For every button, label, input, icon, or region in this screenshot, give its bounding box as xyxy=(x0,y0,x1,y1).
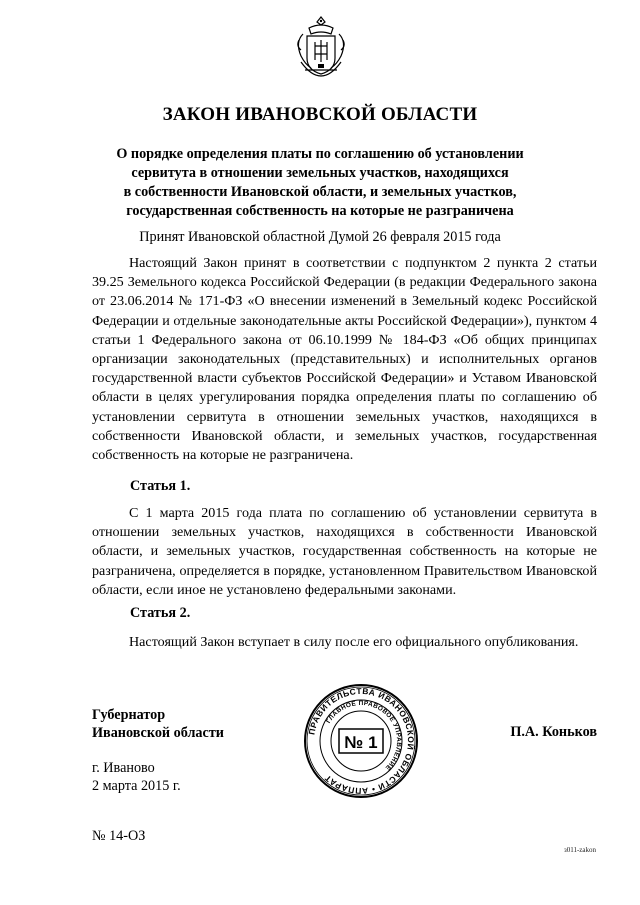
subtitle-line: государственная собственность на которые не разграничена xyxy=(126,203,514,219)
official-stamp xyxy=(302,682,420,800)
signatory-name: П.А. Коньков xyxy=(510,724,597,740)
place-date-block xyxy=(92,759,181,795)
subtitle-line: О порядке определения платы по соглашению об установлении xyxy=(116,146,524,162)
article-1-heading: Статья 1. xyxy=(130,478,191,494)
law-title: ЗАКОН ИВАНОВСКОЙ ОБЛАСТИ xyxy=(162,104,478,125)
stamp-outer-text: ПРАВИТЕЛЬСТВА ИВАНОВСКОЙ ОБЛАСТИ • АППАРАТ xyxy=(306,685,417,797)
subtitle-line: в собственности Ивановской области, и земельных участков, xyxy=(123,184,517,200)
adoption-note: Принят Ивановской областной Думой 26 февраля 2015 года xyxy=(139,229,501,245)
article-1-text: С 1 марта 2015 года плата по соглашению об установлении сервитута в отношении земельных участков, находящихся в собственности Ивановской области, и земельных участков, государственная собственность на которые не разграничена, определяется в порядке, установленном Правительством Ивановской области, если иное не установлено федеральными законами. xyxy=(92,505,597,598)
signatory-title-line: Губернатор xyxy=(92,707,166,723)
article-2-text: Настоящий Закон вступает в силу после его официального опубликования. xyxy=(129,634,579,650)
coat-of-arms-icon xyxy=(293,14,349,80)
stamp-inner-text: ГЛАВНОЕ ПРАВОВОЕ УПРАВЛЕНИЕ xyxy=(325,699,403,772)
law-number: № 14-ОЗ xyxy=(92,828,146,844)
signatory-title-line: Ивановской области xyxy=(92,725,224,741)
preamble-paragraph: Настоящий Закон принят в соответствии с подпунктом 2 пункта 2 статьи 39.25 Земельного кодекса Российской Федерации (в редакции Федерального закона от 23.06.2014 № 171-ФЗ «О внесении изменений в Земельный кодекс Российской Федерации и отдельные законодательные акты Российской Федерации»), пунктом 4 статьи 1 Федерального закона от 06.10.1999 № 184-ФЗ «Об общих принципах организации законодательных (представительных) и исполнительных органов государственной власти субъектов Российской Федерации» и Уставом Ивановской области в целях урегулирования порядка определения платы по соглашению об установлении сервитута в отношении земельных участков, находящихся в собственности Ивановской области, и земельных участков, государственная собственность на которые не разграничена. xyxy=(92,255,597,464)
stamp-number: № 1 xyxy=(344,733,378,752)
law-subtitle xyxy=(90,145,550,221)
footer-code: з011-zakon xyxy=(563,846,596,854)
date: 2 марта 2015 г. xyxy=(92,778,181,794)
signatory-title xyxy=(92,706,224,742)
subtitle-line: сервитута в отношении земельных участков, находящихся xyxy=(131,165,509,181)
article-2-heading: Статья 2. xyxy=(130,605,191,621)
place: г. Иваново xyxy=(92,760,155,776)
